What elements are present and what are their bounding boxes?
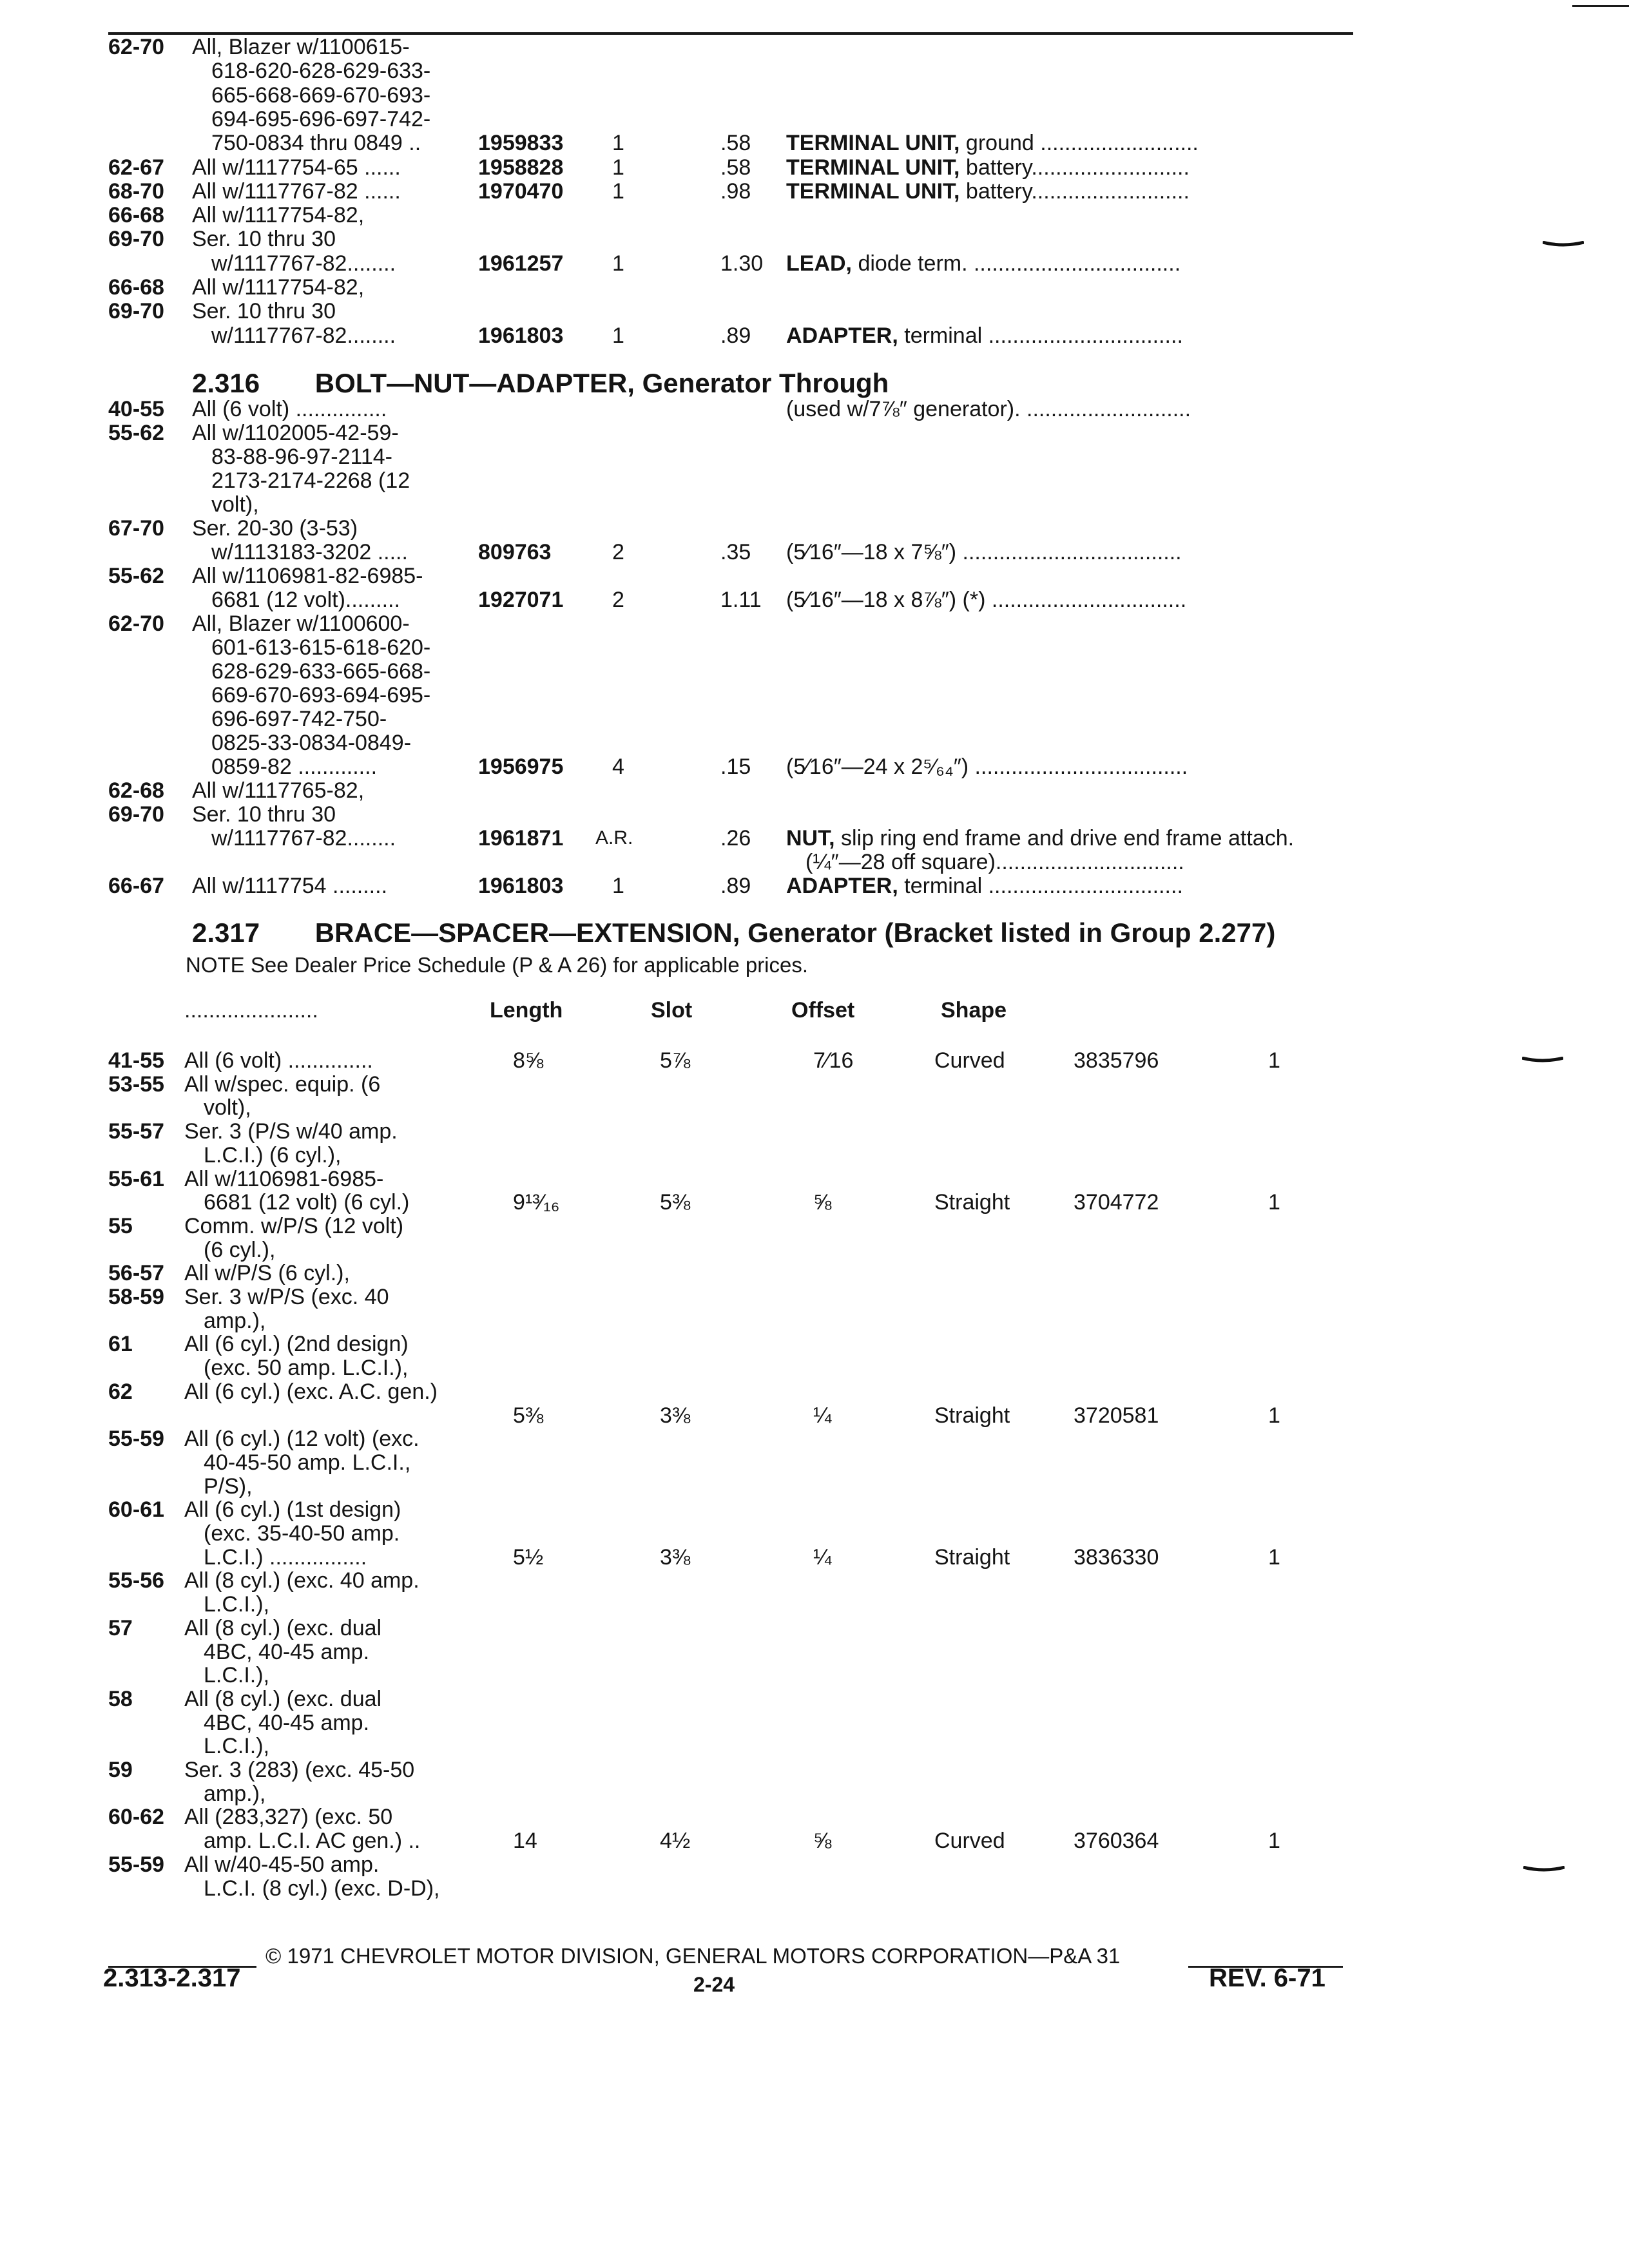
table-row [0, 1356, 1629, 1379]
binder-mark [1522, 1057, 1563, 1063]
revision: REV. 6-71 [1209, 1964, 1325, 1992]
application-description: L.C.I. (8 cyl.) (exc. D-D), [204, 1876, 440, 1901]
application-description: volt), [204, 1095, 251, 1120]
table-row [0, 1877, 1629, 1900]
part-name [786, 131, 1352, 155]
offset-cell: ¼ [813, 1544, 832, 1570]
application-description: L.C.I.), [204, 1734, 270, 1759]
offset-cell: ⅝ [813, 1190, 832, 1215]
part-name-text: (used w/7⅞″ generator). ........................... [786, 398, 1191, 421]
table-row [0, 1168, 1629, 1191]
part-name [786, 252, 1352, 275]
part-name-bold: TERMINAL UNIT, [786, 179, 960, 203]
model-years: 69-70 [108, 227, 164, 252]
application-description: 669-670-693-694-695- [211, 683, 431, 707]
application-description: All (8 cyl.) (exc. 40 amp. [184, 1568, 419, 1593]
list-item [0, 300, 1629, 323]
model-years: 55-59 [108, 1852, 164, 1877]
application-description: All w/1117754-82, [192, 275, 365, 300]
list-item [0, 803, 1629, 826]
list-item [0, 588, 1629, 611]
application-description: 0825-33-0834-0849- [211, 731, 412, 755]
part-number: 809763 [478, 540, 552, 564]
length-cell: 14 [513, 1829, 537, 1854]
table-row [0, 1427, 1629, 1450]
model-years: 41-55 [108, 1048, 164, 1073]
binder-mark [1543, 241, 1584, 247]
part-name [786, 156, 1352, 179]
quantity: A.R. [595, 827, 633, 849]
shape-cell: Straight [934, 1190, 1010, 1215]
list-item [0, 779, 1629, 802]
part-name-bold: TERMINAL UNIT, [786, 155, 960, 179]
table-row [0, 1120, 1629, 1143]
list-item [0, 324, 1629, 347]
page-number: 2-24 [693, 1973, 735, 1996]
part-name-text: (5⁄16″—18 x 8⅞″) (*) ................................ [786, 588, 1187, 611]
application-description: volt), [211, 492, 259, 517]
part-name [786, 180, 1352, 203]
application-description: 665-668-669-670-693- [211, 82, 431, 108]
part-name-bold: ADAPTER, [786, 323, 898, 347]
application-description: All (6 volt) .............. [184, 1048, 373, 1073]
application-description: Ser. 10 thru 30 [192, 227, 336, 252]
model-years: 55-62 [108, 564, 164, 588]
model-years: 40-55 [108, 397, 164, 421]
application-description: w/1117767-82........ [211, 826, 396, 850]
slot-cell: 3⅜ [660, 1403, 691, 1428]
model-years: 62-70 [108, 35, 164, 59]
application-description: All w/spec. equip. (6 [184, 1072, 381, 1097]
application-description: (exc. 50 amp. L.C.I.), [204, 1356, 409, 1381]
model-years: 59 [108, 1758, 133, 1782]
model-years: 69-70 [108, 802, 164, 827]
section-2316-heading [192, 369, 889, 398]
application-description: All w/1117767-82 ...... [192, 178, 401, 204]
part-number: 3704772 [1074, 1190, 1159, 1215]
part-number: 1970470 [478, 178, 564, 204]
model-years: 68-70 [108, 178, 164, 204]
price: .89 [720, 323, 751, 348]
part-name-text: slip ring end frame and drive end frame attach. [834, 827, 1295, 850]
part-number: 1927071 [478, 588, 564, 612]
application-description: Comm. w/P/S (12 volt) [184, 1213, 404, 1238]
price: .58 [720, 131, 751, 156]
application-description: amp.), [204, 1781, 266, 1806]
list-item [0, 827, 1629, 850]
quantity: 2 [612, 588, 624, 612]
table-row [0, 1073, 1629, 1096]
application-description: All w/1106981-6985- [184, 1166, 384, 1191]
quantity: 1 [1268, 1829, 1280, 1854]
table-row [0, 1617, 1629, 1640]
application-description: All (8 cyl.) (exc. dual [184, 1615, 382, 1640]
quantity: 1 [1268, 1403, 1280, 1428]
application-description: All (6 cyl.) (exc. A.C. gen.) [184, 1379, 438, 1404]
list-item [0, 493, 1629, 516]
part-number: 3836330 [1074, 1544, 1159, 1570]
application-description: 40-45-50 amp. L.C.I., [204, 1450, 411, 1475]
application-description: amp. L.C.I. AC gen.) .. [204, 1829, 421, 1854]
table-row [0, 1238, 1629, 1262]
model-years: 58 [108, 1686, 133, 1711]
length-cell: 8⅝ [513, 1048, 544, 1073]
table-row [0, 1687, 1629, 1711]
application-description: All (6 cyl.) (2nd design) [184, 1332, 409, 1357]
application-description: w/1113183-3202 ..... [211, 540, 408, 564]
part-name [786, 755, 1352, 778]
application-description: w/1117767-82........ [211, 251, 396, 276]
part-name-bold: LEAD, [786, 251, 852, 275]
application-description: 750-0834 thru 0849 .. [211, 131, 421, 156]
list-item [0, 421, 1629, 445]
application-description: P/S), [204, 1474, 253, 1499]
table-row [0, 1829, 1629, 1852]
part-name [786, 827, 1352, 850]
part-name [805, 850, 1352, 874]
table-row [0, 1332, 1629, 1356]
application-description: Ser. 10 thru 30 [192, 802, 336, 827]
price: .15 [720, 754, 751, 779]
price-note: NOTE See Dealer Price Schedule (P & A 26) for applicable prices. [186, 953, 809, 977]
list-item [0, 636, 1629, 659]
header-length: Length [490, 998, 563, 1023]
list-item [0, 755, 1629, 778]
table-row [0, 1522, 1629, 1545]
model-years: 55-57 [108, 1119, 164, 1144]
list-item [0, 227, 1629, 251]
quantity: 1 [612, 251, 624, 276]
application-description: 2173-2174-2268 (12 [211, 468, 410, 493]
quantity: 1 [1268, 1048, 1280, 1073]
shape-cell: Straight [934, 1403, 1010, 1428]
application-description: All (6 cyl.) (12 volt) (exc. [184, 1427, 419, 1452]
part-name-bold: ADAPTER, [786, 874, 898, 898]
application-description: 601-613-615-618-620- [211, 635, 431, 660]
list-item [0, 156, 1629, 179]
part-name-bold: TERMINAL UNIT, [786, 131, 960, 155]
application-description: 83-88-96-97-2114- [211, 445, 392, 469]
list-item [0, 59, 1629, 82]
table-row [0, 1380, 1629, 1403]
list-item [0, 612, 1629, 635]
table-row [0, 1309, 1629, 1332]
part-name-text: ground .......................... [959, 131, 1199, 155]
section-2317-heading [192, 918, 1275, 948]
table-row [0, 1049, 1629, 1072]
group-range: 2.313-2.317 [103, 1964, 241, 1992]
model-years: 69-70 [108, 299, 164, 324]
quantity: 1 [612, 874, 624, 898]
part-name-text: (¼″—28 off square)............................... [805, 850, 1184, 874]
application-description: 0859-82 ............. [211, 754, 378, 779]
price: .98 [720, 178, 751, 204]
slot-cell: 5⅜ [660, 1190, 691, 1215]
table-row [0, 1262, 1629, 1285]
table-row [0, 1782, 1629, 1805]
application-description: 628-629-633-665-668- [211, 659, 431, 684]
quantity: 2 [612, 540, 624, 564]
application-description: Ser. 3 w/P/S (exc. 40 [184, 1285, 389, 1309]
table-row [0, 1546, 1629, 1569]
application-description: All (8 cyl.) (exc. dual [184, 1686, 382, 1711]
model-years: 66-68 [108, 203, 164, 228]
application-description: L.C.I.), [204, 1663, 270, 1688]
quantity: 1 [1268, 1544, 1280, 1570]
application-description: All w/1117754-82, [192, 203, 365, 228]
table-row [0, 1640, 1629, 1664]
part-number: 1961803 [478, 323, 564, 348]
part-number: 3835796 [1074, 1048, 1159, 1073]
model-years: 62-70 [108, 611, 164, 636]
corner-mark [1572, 5, 1629, 7]
part-name [786, 874, 1352, 898]
offset-cell: 7⁄16 [813, 1048, 854, 1073]
part-number: 1961257 [478, 251, 564, 276]
list-item [0, 252, 1629, 275]
table-row [0, 1144, 1629, 1167]
list-item [0, 731, 1629, 754]
model-years: 55-61 [108, 1166, 164, 1191]
application-description: L.C.I.) (6 cyl.), [204, 1142, 342, 1168]
part-name [786, 398, 1352, 421]
list-item [0, 564, 1629, 588]
application-description: All w/P/S (6 cyl.), [184, 1261, 350, 1286]
application-description: 696-697-742-750- [211, 707, 387, 731]
model-years: 60-61 [108, 1497, 164, 1523]
application-description: All w/1117754 ......... [192, 874, 388, 898]
table-row [0, 1805, 1629, 1829]
part-name-text: (5⁄16″—18 x 7⅝″) .................................... [786, 541, 1182, 564]
part-name-bold: NUT, [786, 827, 835, 850]
quantity: 1 [612, 323, 624, 348]
list-item [0, 541, 1629, 564]
table-row [0, 1711, 1629, 1735]
price: 1.11 [720, 588, 762, 612]
slot-cell: 5⅞ [660, 1048, 691, 1073]
binder-mark [1523, 1866, 1565, 1872]
table-row [0, 1569, 1629, 1592]
part-number: 1961871 [478, 826, 564, 850]
table-row [0, 1664, 1629, 1687]
application-description: 4BC, 40-45 amp. [204, 1639, 370, 1664]
price: .89 [720, 874, 751, 898]
model-years: 67-70 [108, 516, 164, 541]
price: .58 [720, 155, 751, 180]
list-item [0, 469, 1629, 492]
part-name [786, 588, 1352, 611]
application-description: All w/1106981-82-6985- [192, 564, 423, 588]
application-description: 6681 (12 volt)......... [211, 588, 400, 612]
quantity: 1 [612, 178, 624, 204]
slot-cell: 3⅜ [660, 1544, 691, 1570]
price: .26 [720, 826, 751, 850]
application-description: All (6 volt) ............... [192, 397, 387, 421]
model-years: 53-55 [108, 1072, 164, 1097]
model-years: 60-62 [108, 1805, 164, 1830]
application-description: amp.), [204, 1308, 266, 1333]
header-slot: Slot [651, 998, 693, 1023]
quantity: 4 [612, 754, 624, 779]
list-item [0, 204, 1629, 227]
application-description: All (283,327) (exc. 50 [184, 1805, 393, 1830]
application-description: All w/40-45-50 amp. [184, 1852, 380, 1877]
list-item [0, 707, 1629, 731]
part-name-text: diode term. .................................. [852, 251, 1181, 275]
table-row [0, 1285, 1629, 1309]
application-description: All, Blazer w/1100600- [192, 611, 410, 636]
application-description: L.C.I.), [204, 1592, 270, 1617]
copyright-line: © 1971 CHEVROLET MOTOR DIVISION, GENERAL MOTORS CORPORATION—P&A 31 [265, 1944, 1121, 1968]
model-years: 55-59 [108, 1427, 164, 1452]
shape-cell: Curved [934, 1829, 1005, 1854]
part-number: 3720581 [1074, 1403, 1159, 1428]
part-name [786, 541, 1352, 564]
table-row [0, 1191, 1629, 1214]
list-item [0, 84, 1629, 107]
list-item [0, 398, 1629, 421]
application-description: Ser. 3 (283) (exc. 45-50 [184, 1758, 415, 1782]
list-item [0, 445, 1629, 468]
quantity: 1 [612, 131, 624, 156]
list-item [0, 660, 1629, 683]
model-years: 62-68 [108, 778, 164, 803]
table-row [0, 1475, 1629, 1498]
part-name-text: battery.......................... [959, 179, 1190, 203]
list-item [0, 108, 1629, 131]
table-row [0, 1758, 1629, 1782]
shape-cell: Curved [934, 1048, 1005, 1073]
list-item [0, 850, 1629, 874]
slot-cell: 4½ [660, 1829, 691, 1854]
model-years: 55-62 [108, 421, 164, 445]
quantity: 1 [1268, 1190, 1280, 1215]
part-number: 3760364 [1074, 1829, 1159, 1854]
application-description: (exc. 35-40-50 amp. [204, 1521, 400, 1546]
list-item [0, 131, 1629, 155]
table-row [0, 1735, 1629, 1758]
model-years: 58-59 [108, 1285, 164, 1309]
part-number: 1959833 [478, 131, 564, 156]
application-description: Ser. 10 thru 30 [192, 299, 336, 324]
application-description: All w/1117754-65 ...... [192, 155, 401, 180]
length-cell: 5½ [513, 1544, 544, 1570]
application-description: 694-695-696-697-742- [211, 106, 431, 131]
list-item [0, 517, 1629, 540]
application-description: 6681 (12 volt) (6 cyl.) [204, 1190, 410, 1215]
section-title: BOLT—NUT—ADAPTER, Generator Through [314, 368, 889, 398]
list-item [0, 35, 1629, 59]
table-row [0, 1096, 1629, 1119]
application-description: 4BC, 40-45 amp. [204, 1710, 370, 1735]
offset-cell: ⅝ [813, 1829, 832, 1854]
header-dots: ...................... [184, 998, 318, 1023]
shape-cell: Straight [934, 1544, 1010, 1570]
application-description: (6 cyl.), [204, 1237, 276, 1262]
part-number: 1958828 [478, 155, 564, 180]
list-item [0, 684, 1629, 707]
application-description: All w/1102005-42-59- [192, 421, 399, 445]
model-years: 57 [108, 1615, 133, 1640]
list-item [0, 180, 1629, 203]
header-offset: Offset [791, 998, 855, 1023]
model-years: 61 [108, 1332, 133, 1357]
length-cell: 9¹³⁄₁₆ [513, 1190, 560, 1215]
quantity: 1 [612, 155, 624, 180]
part-name-text: terminal ................................ [898, 874, 1183, 898]
table-row [0, 1853, 1629, 1876]
price: 1.30 [720, 251, 764, 276]
model-years: 62 [108, 1379, 133, 1404]
list-item [0, 874, 1629, 898]
list-item [0, 276, 1629, 299]
table-header [0, 999, 1629, 1022]
section-number: 2.317 [192, 918, 260, 948]
part-name-text: battery.......................... [959, 155, 1190, 179]
table-row [0, 1593, 1629, 1616]
application-description: All (6 cyl.) (1st design) [184, 1497, 401, 1523]
application-description: All, Blazer w/1100615- [192, 35, 410, 59]
model-years: 66-67 [108, 874, 164, 898]
table-row [0, 1451, 1629, 1474]
length-cell: 5⅜ [513, 1403, 544, 1428]
part-name-text: (5⁄16″—24 x 2⁵⁄₆₄″) ................................... [786, 755, 1188, 778]
model-years: 62-67 [108, 155, 164, 180]
model-years: 55 [108, 1213, 133, 1238]
application-description: All w/1117765-82, [192, 778, 365, 803]
part-name [786, 324, 1352, 347]
part-name-text: terminal ................................ [898, 323, 1183, 347]
application-description: w/1117767-82........ [211, 323, 396, 348]
table-row [0, 1215, 1629, 1238]
part-number: 1956975 [478, 754, 564, 779]
section-number: 2.316 [192, 368, 260, 398]
application-description: Ser. 3 (P/S w/40 amp. [184, 1119, 398, 1144]
section-title: BRACE—SPACER—EXTENSION, Generator (Bracket listed in Group 2.277) [314, 918, 1276, 948]
table-row [0, 1404, 1629, 1427]
header-shape: Shape [941, 998, 1007, 1023]
model-years: 56-57 [108, 1261, 164, 1286]
model-years: 55-56 [108, 1568, 164, 1593]
application-description: Ser. 20-30 (3-53) [192, 516, 358, 541]
offset-cell: ¼ [813, 1403, 832, 1428]
model-years: 66-68 [108, 275, 164, 300]
part-number: 1961803 [478, 874, 564, 898]
application-description: L.C.I.) ................ [204, 1544, 367, 1570]
price: .35 [720, 540, 751, 564]
table-row [0, 1498, 1629, 1521]
application-description: 618-620-628-629-633- [211, 59, 431, 84]
